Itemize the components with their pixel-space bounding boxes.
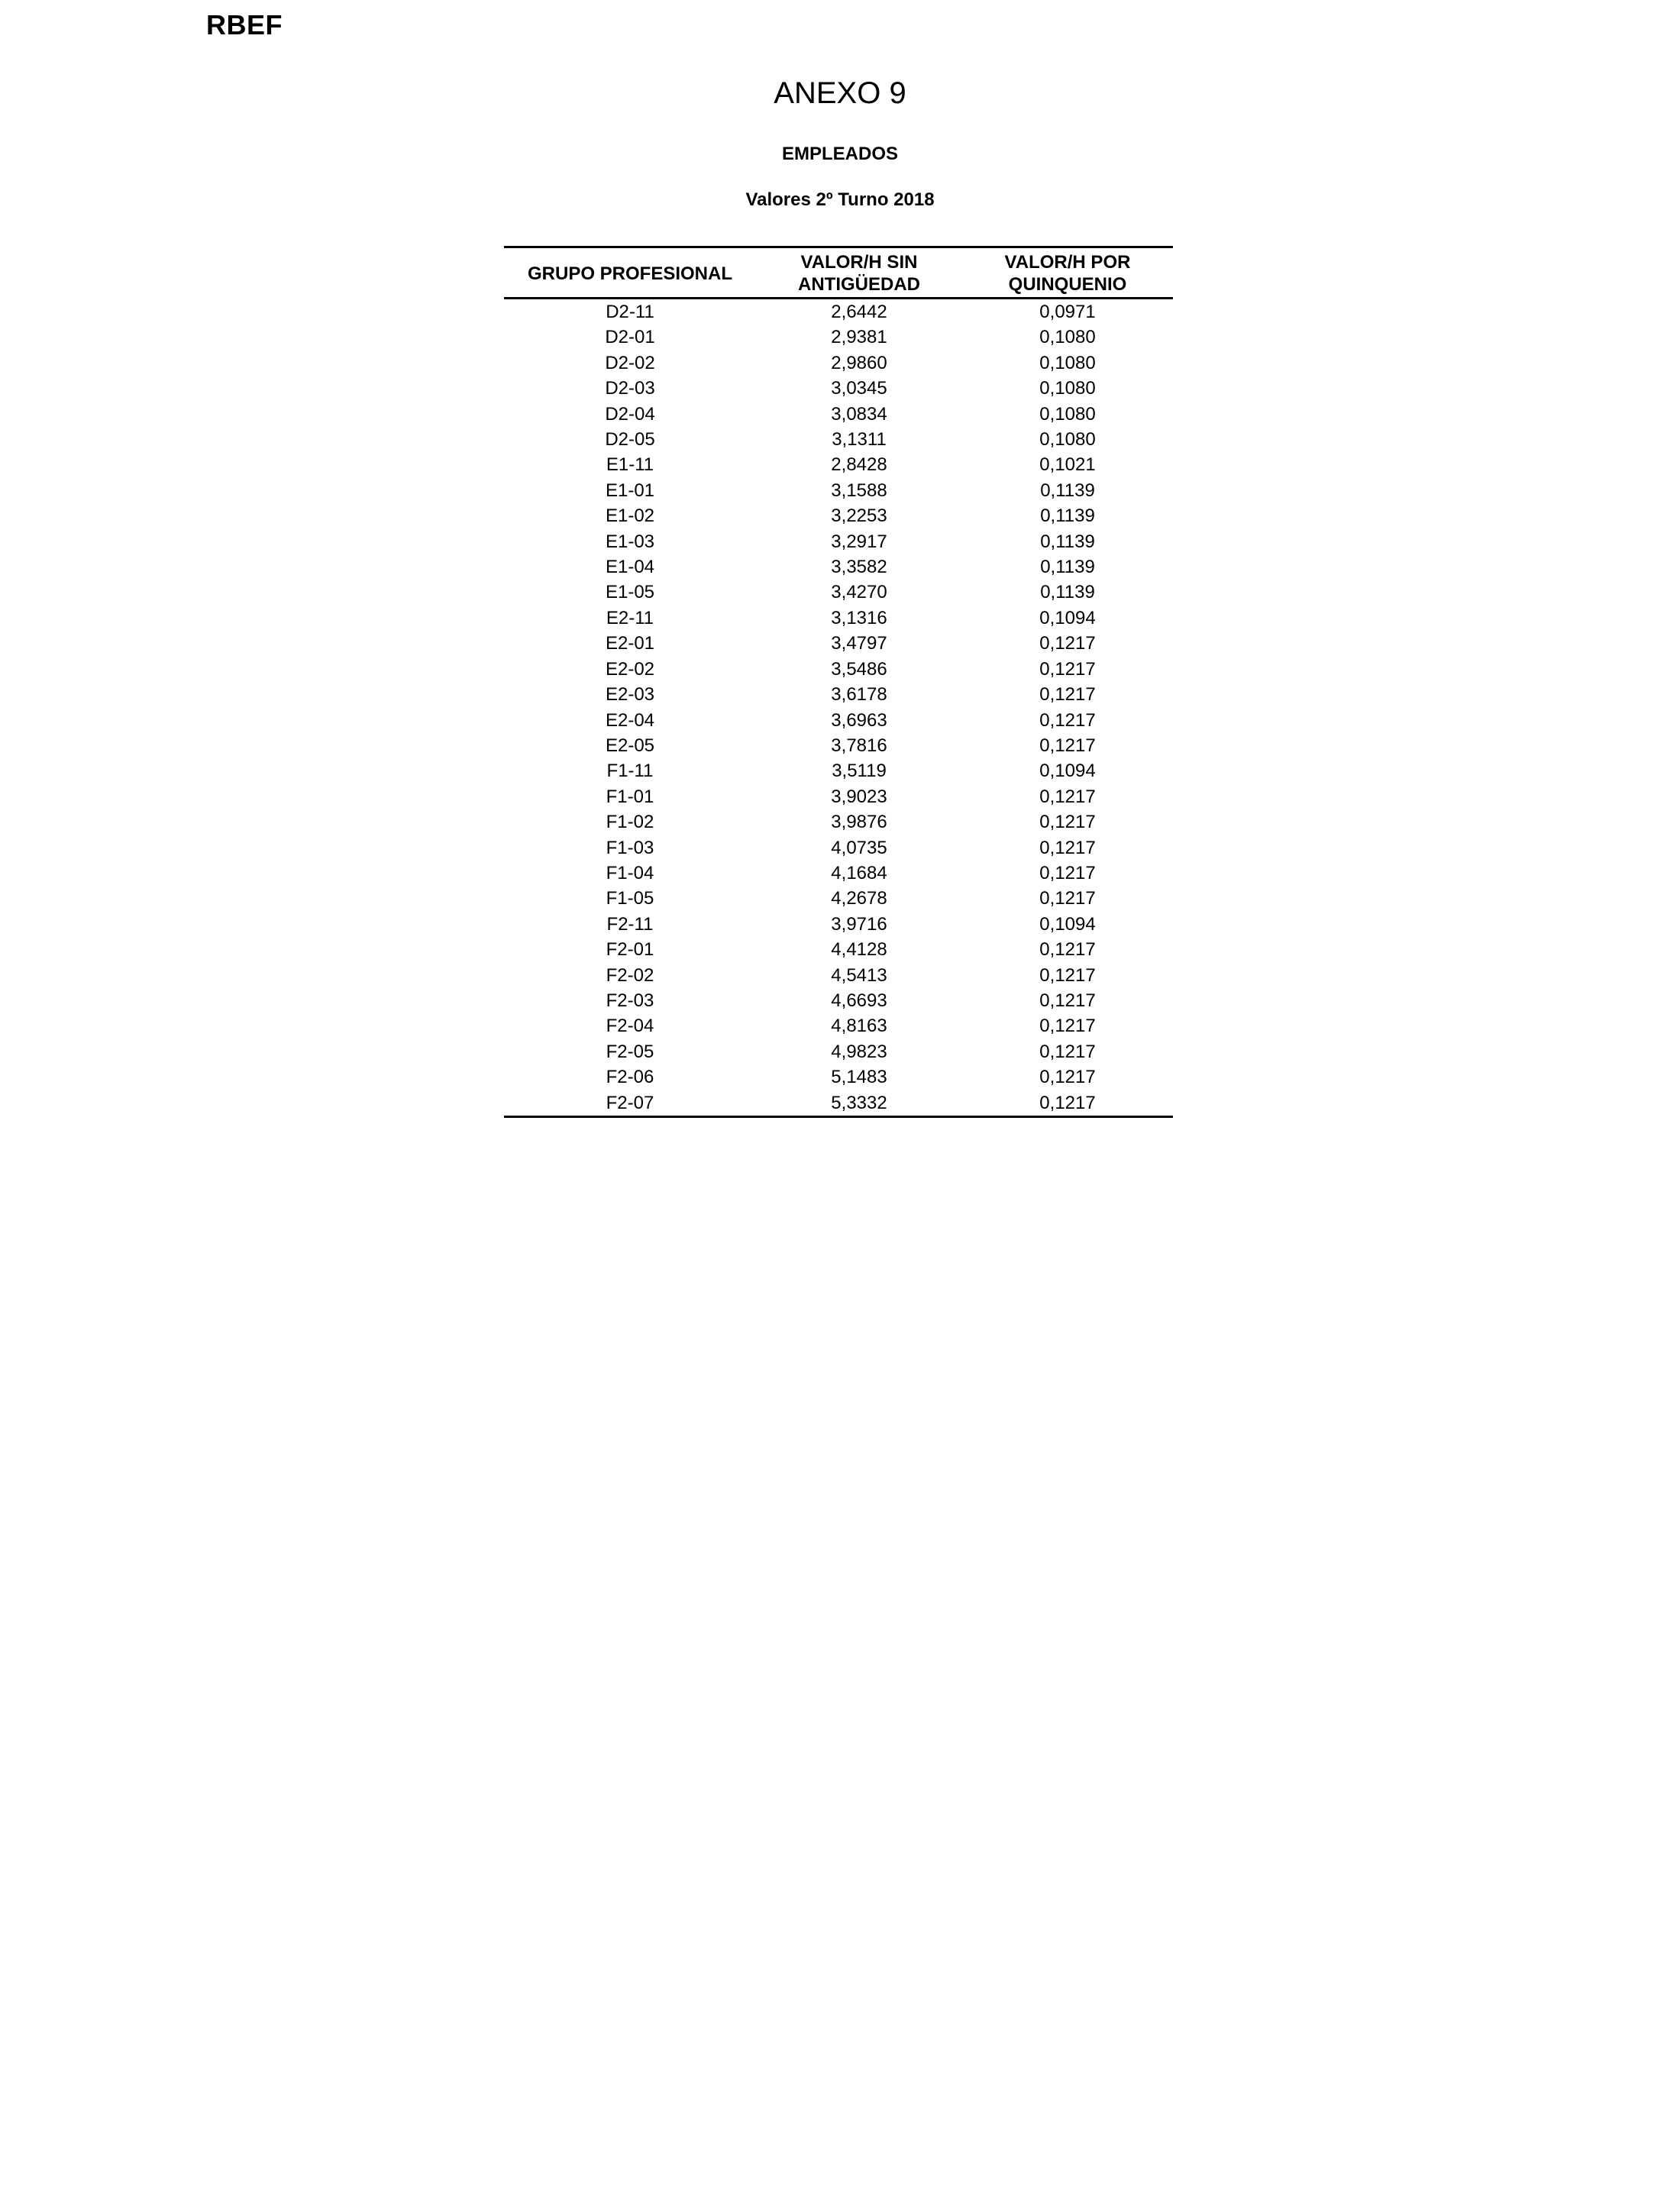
valor-sin-antiguedad-cell: 3,5486	[831, 658, 887, 680]
grupo-profesional-cell: E2-04	[605, 709, 655, 731]
valor-por-quinquenio-cell: 0,1139	[1040, 582, 1095, 603]
valor-por-quinquenio-cell: 0,1217	[1039, 964, 1096, 986]
table-row	[504, 299, 1173, 325]
header-grupo-profesional-label: GRUPO PROFESIONAL	[527, 263, 733, 284]
valor-sin-antiguedad-cell: 3,6963	[831, 709, 887, 731]
valor-por-quinquenio-cell: 0,1217	[1039, 837, 1096, 858]
table-row	[504, 861, 1173, 886]
table-row	[504, 452, 1173, 477]
table-row	[504, 708, 1173, 733]
valor-por-quinquenio-cell: 0,1217	[1039, 658, 1096, 680]
valor-sin-antiguedad-cell: 2,9381	[831, 327, 887, 348]
valor-por-quinquenio-cell: 0,1217	[1039, 812, 1096, 833]
valor-sin-antiguedad-cell: 3,2917	[831, 531, 887, 552]
valor-sin-antiguedad-cell: 4,0735	[831, 837, 887, 858]
valor-sin-antiguedad-cell: 4,5413	[831, 964, 887, 986]
header-grupo-profesional	[504, 247, 756, 299]
valor-sin-antiguedad-cell: 5,3332	[756, 1090, 962, 1117]
valor-sin-antiguedad-cell: 3,0345	[831, 378, 887, 399]
valor-sin-antiguedad-cell: 5,1483	[831, 1067, 887, 1088]
valor-por-quinquenio-cell: 0,1080	[1039, 429, 1096, 451]
valor-por-quinquenio-cell: 0,1080	[1039, 378, 1096, 399]
table-row	[504, 784, 1173, 809]
table-row	[504, 1013, 1173, 1038]
valor-por-quinquenio-cell: 0,0971	[1039, 302, 1096, 322]
grupo-profesional-cell: E1-11	[606, 454, 654, 476]
table-row	[504, 1039, 1173, 1064]
grupo-profesional-cell: E2-02	[605, 658, 655, 680]
grupo-profesional-cell: F1-03	[606, 837, 654, 858]
table-row	[504, 376, 1173, 401]
valor-por-quinquenio-cell: 0,1217	[1039, 939, 1096, 961]
grupo-profesional-cell: E2-11	[606, 607, 654, 628]
valor-por-quinquenio-cell: 0,1217	[1039, 1067, 1096, 1088]
table-row	[504, 606, 1173, 631]
grupo-profesional-cell: E1-01	[605, 480, 655, 501]
valor-sin-antiguedad-cell: 3,1311	[832, 429, 887, 451]
table-row	[504, 937, 1173, 962]
header-valor-por-quinquenio	[962, 247, 1173, 299]
valor-por-quinquenio-cell: 0,1217	[1039, 709, 1096, 731]
table-row	[504, 682, 1173, 707]
valor-sin-antiguedad-cell: 3,5119	[832, 761, 887, 782]
valor-por-quinquenio-cell: 0,1094	[1039, 913, 1096, 935]
table-header	[504, 247, 1173, 299]
valor-por-quinquenio-cell: 0,1217	[962, 1090, 1173, 1117]
grupo-profesional-cell: D2-11	[606, 302, 654, 322]
valor-por-quinquenio-cell: 0,1080	[1039, 403, 1096, 425]
valor-sin-antiguedad-cell: 3,7816	[831, 735, 887, 756]
document-subtitle: EMPLEADOS	[781, 144, 898, 164]
grupo-profesional-cell: F2-11	[606, 913, 654, 935]
table-row	[504, 580, 1173, 605]
grupo-profesional-cell: E1-03	[605, 531, 655, 552]
valor-por-quinquenio-cell: 0,1217	[1039, 1016, 1096, 1037]
grupo-profesional-cell: F1-04	[606, 862, 654, 883]
document-title: ANEXO 9	[774, 76, 906, 110]
grupo-profesional-cell: F1-02	[606, 812, 654, 833]
valor-por-quinquenio-cell: 0,1139	[1040, 480, 1095, 501]
table-row	[504, 1064, 1173, 1090]
valor-sin-antiguedad-cell: 4,1684	[831, 862, 887, 883]
valor-por-quinquenio-cell: 0,1021	[1039, 454, 1096, 476]
grupo-profesional-cell: F2-04	[606, 1016, 654, 1037]
table-row	[504, 758, 1173, 783]
table-row	[504, 963, 1173, 988]
valor-sin-antiguedad-cell: 2,6442	[831, 302, 887, 322]
table-row	[504, 503, 1173, 528]
valor-sin-antiguedad-cell: 4,8163	[831, 1016, 887, 1037]
grupo-profesional-cell: F2-06	[606, 1067, 654, 1088]
table-header-row	[504, 247, 1173, 299]
valor-sin-antiguedad-cell: 3,4797	[831, 633, 887, 654]
table-row	[504, 554, 1173, 580]
table-row	[504, 657, 1173, 682]
grupo-profesional-cell: D2-04	[605, 403, 655, 425]
valor-por-quinquenio-cell: 0,1217	[1039, 888, 1096, 909]
valor-por-quinquenio-cell: 0,1139	[1040, 557, 1095, 578]
grupo-profesional-cell: E2-03	[605, 684, 655, 706]
table-row	[504, 912, 1173, 937]
valor-sin-antiguedad-cell: 3,9876	[831, 812, 887, 833]
valor-por-quinquenio-cell: 0,1139	[1040, 505, 1095, 527]
grupo-profesional-cell: F1-11	[606, 761, 654, 782]
table-row	[504, 809, 1173, 835]
salary-table	[504, 246, 1173, 1118]
valor-sin-antiguedad-cell: 3,1588	[831, 480, 887, 501]
grupo-profesional-cell: D2-01	[605, 327, 655, 348]
grupo-profesional-cell: D2-02	[605, 352, 655, 373]
table-row	[504, 988, 1173, 1013]
header-valor-sin-antiguedad	[756, 247, 962, 299]
grupo-profesional-cell: D2-05	[605, 429, 655, 451]
valor-por-quinquenio-cell: 0,1217	[1039, 633, 1096, 654]
valor-por-quinquenio-cell: 0,1217	[1039, 862, 1096, 883]
table-row	[504, 733, 1173, 758]
valor-sin-antiguedad-cell: 2,8428	[831, 454, 887, 476]
table-row	[504, 631, 1173, 656]
header-valor-por-quinquenio-line1: VALOR/H POR	[1004, 252, 1131, 273]
valor-por-quinquenio-cell: 0,1217	[1039, 786, 1096, 807]
header-logo: RBEF	[206, 9, 283, 40]
grupo-profesional-cell: F1-01	[606, 786, 654, 807]
header-valor-por-quinquenio-line2: QUINQUENIO	[1008, 274, 1127, 295]
grupo-profesional-cell: F2-03	[606, 990, 654, 1011]
table-row	[504, 350, 1173, 376]
valor-sin-antiguedad-cell: 4,6693	[831, 990, 887, 1011]
table-body	[504, 299, 1173, 1117]
valor-sin-antiguedad-cell: 3,4270	[831, 582, 887, 603]
document-caption: Valores 2º Turno 2018	[745, 189, 935, 210]
valor-sin-antiguedad-cell: 4,4128	[831, 939, 887, 961]
table-row	[504, 835, 1173, 861]
table-row	[504, 402, 1173, 427]
valor-por-quinquenio-cell: 0,1080	[1039, 352, 1096, 373]
grupo-profesional-cell: E1-04	[605, 557, 655, 578]
valor-por-quinquenio-cell: 0,1217	[1039, 684, 1096, 706]
grupo-profesional-cell: D2-03	[605, 378, 655, 399]
valor-sin-antiguedad-cell: 3,1316	[831, 607, 887, 628]
grupo-profesional-cell: F2-07	[504, 1090, 756, 1117]
grupo-profesional-cell: E2-05	[605, 735, 655, 756]
table-row	[504, 427, 1173, 452]
grupo-profesional-cell: F2-02	[606, 964, 654, 986]
valor-sin-antiguedad-cell: 3,6178	[831, 684, 887, 706]
valor-sin-antiguedad-cell: 3,9716	[831, 913, 887, 935]
grupo-profesional-cell: F1-05	[606, 888, 654, 909]
valor-por-quinquenio-cell: 0,1217	[1039, 990, 1096, 1011]
valor-sin-antiguedad-cell: 3,2253	[831, 505, 887, 527]
header-valor-sin-antiguedad-line2: ANTIGÜEDAD	[798, 274, 920, 295]
valor-por-quinquenio-cell: 0,1217	[1039, 1041, 1096, 1062]
valor-sin-antiguedad-cell: 4,2678	[831, 888, 887, 909]
grupo-profesional-cell: E1-02	[605, 505, 655, 527]
valor-sin-antiguedad-cell: 2,9860	[831, 352, 887, 373]
valor-por-quinquenio-cell: 0,1080	[1039, 327, 1096, 348]
valor-sin-antiguedad-cell: 4,9823	[831, 1041, 887, 1062]
valor-por-quinquenio-cell: 0,1217	[1039, 735, 1096, 756]
table-row	[504, 529, 1173, 554]
grupo-profesional-cell: F2-05	[606, 1041, 654, 1062]
valor-por-quinquenio-cell: 0,1139	[1040, 531, 1095, 552]
valor-sin-antiguedad-cell: 3,9023	[831, 786, 887, 807]
header-valor-sin-antiguedad-line1: VALOR/H SIN	[800, 252, 918, 273]
valor-sin-antiguedad-cell: 3,3582	[831, 557, 887, 578]
table-row	[504, 886, 1173, 911]
table-row	[504, 325, 1173, 350]
table-row	[504, 1090, 1173, 1117]
table-row	[504, 478, 1173, 503]
grupo-profesional-cell: F2-01	[606, 939, 654, 961]
valor-por-quinquenio-cell: 0,1094	[1039, 607, 1096, 628]
grupo-profesional-cell: E1-05	[605, 582, 655, 603]
grupo-profesional-cell: E2-01	[605, 633, 655, 654]
valor-por-quinquenio-cell: 0,1094	[1039, 761, 1096, 782]
valor-sin-antiguedad-cell: 3,0834	[831, 403, 887, 425]
